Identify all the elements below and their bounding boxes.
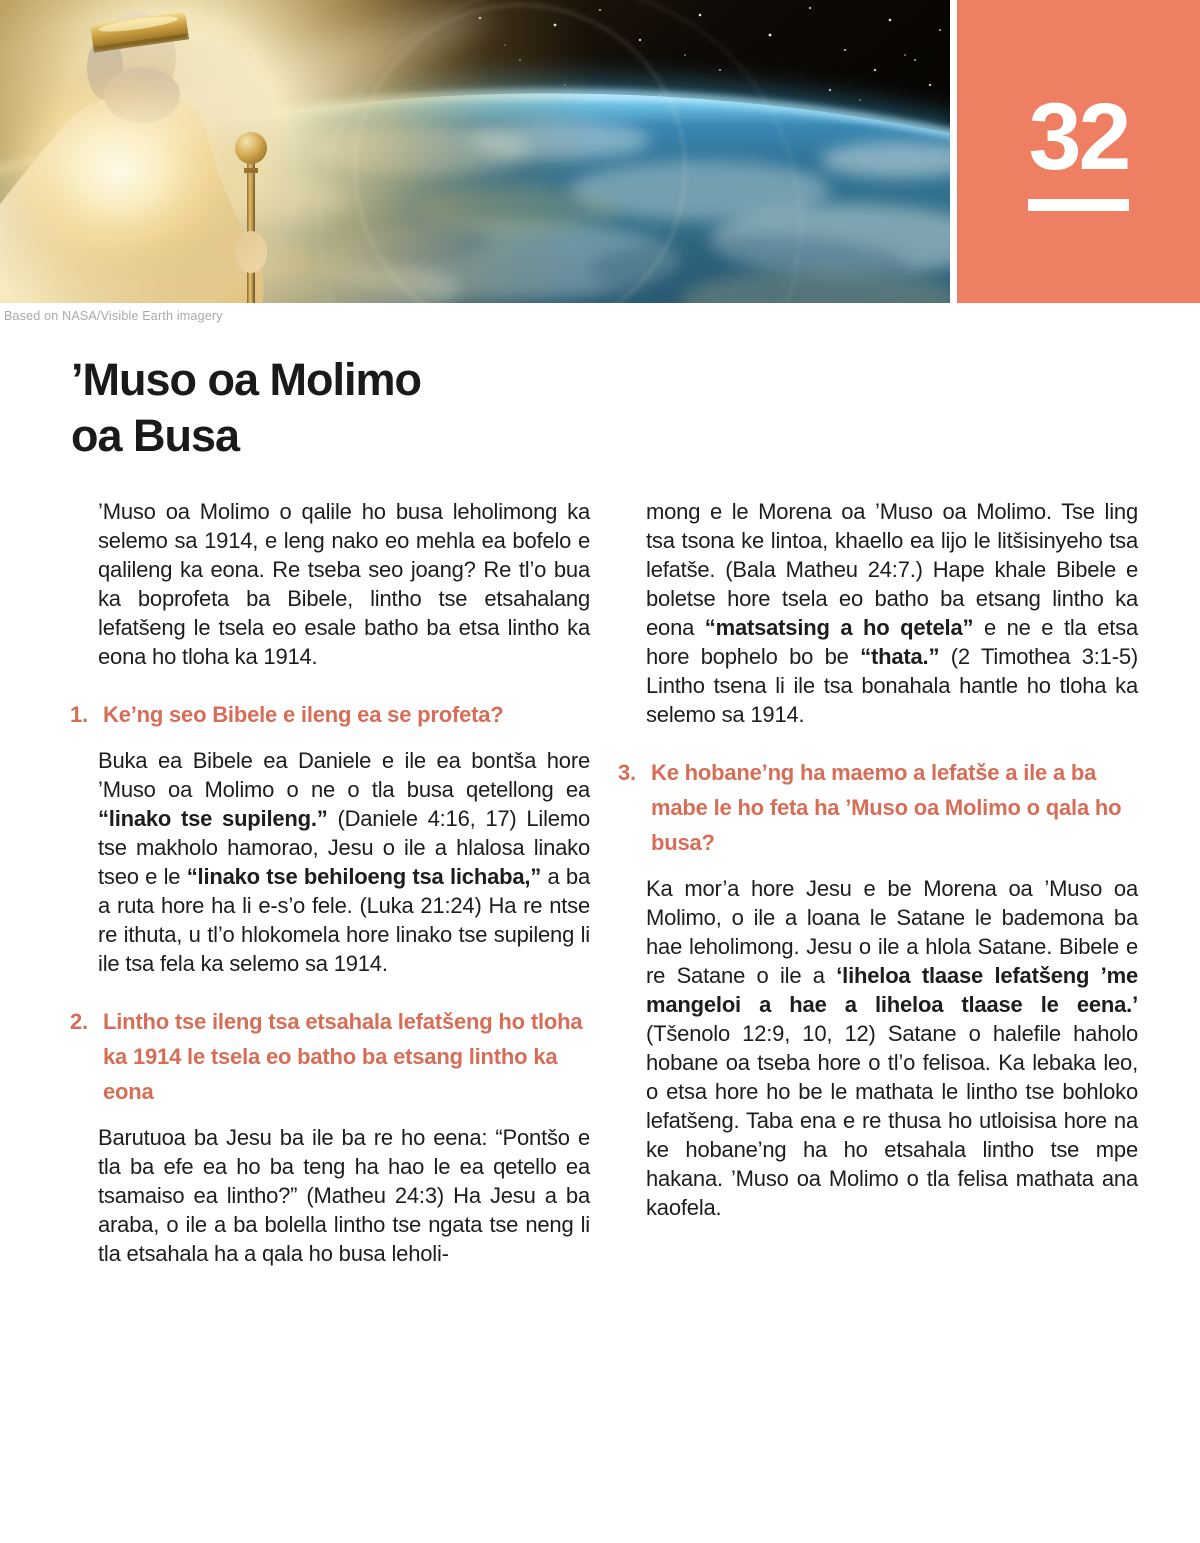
- section-number: 2.: [70, 1009, 88, 1034]
- hero-header: [0, 0, 1200, 303]
- section-heading: [618, 755, 1138, 860]
- paragraph: [98, 746, 590, 978]
- text-run: Buka ea Bibele ea Daniele e ile ea bontša hore ’Muso oa Molimo o ne o tla busa qetellong ea: [98, 748, 590, 802]
- page-title-line1: ’Muso oa Molimo: [71, 354, 421, 405]
- text-run: (Tšenolo 12:9, 10, 12) Satane o halefile haholo hobane oa tseba hore o tl’o felisoa. Ka lebaka leo, o etsa hore ho be le mathata le lintho tse bohloko lefatšeng. Taba ena e re thusa ho utloisisa hore na ke hobane’ng ha ho etsahala lintho tse mpe hakana. ’Muso oa Molimo o tla felisa mathata ana kaofela.: [646, 1021, 1138, 1220]
- bold-scripture-phrase: “matsatsing a ho qetela”: [704, 615, 974, 640]
- text-run: (2 Timothea 3:1-5) Lintho tsena li ile tsa bonahala hantle ho tloha ka selemo sa 1914.: [646, 644, 1138, 727]
- bold-scripture-phrase: “linako tse behiloeng tsa lichaba,”: [186, 864, 542, 889]
- section-number: 3.: [618, 760, 636, 785]
- section-heading: [70, 1004, 590, 1109]
- section-number: 1.: [70, 702, 88, 727]
- text-run: Barutuoa ba Jesu ba ile ba re ho eena: “Pontšo e tla ba efe ea ho ba teng ha hao le ea qetello ea tsamaiso ea lintho?” (Matheu 24:3) Ha Jesu a ba araba, o ile a ba bolella lintho tse ngata tse neng li tla etsahala ha a qala ho busa leholi-: [98, 1125, 590, 1266]
- bold-scripture-phrase: “linako tse supileng.”: [98, 806, 328, 831]
- page-title: [71, 352, 421, 464]
- bold-scripture-phrase: “thata.”: [860, 644, 940, 669]
- section-heading-text: Ke hobane’ng ha maemo a lefatše a ile a ba mabe le ho feta ha ’Muso oa Molimo o qala ho busa?: [651, 760, 1122, 855]
- content-columns: [70, 497, 1138, 1288]
- column-left: [70, 497, 590, 1288]
- text-run: e ne e tla etsa hore bophelo bo be: [646, 615, 1139, 669]
- text-run: ’Muso oa Molimo o qalile ho busa leholimong ka selemo sa 1914, e leng nako eo mehla ea bofelo e qalileng ka eona. Re tseba seo joang? Re tl’o bua ka boprofeta ba Bibele, lintho tse etsahalang lefatšeng le tsela eo esale batho ba etsa lintho ka eona ho tloha ka 1914.: [98, 499, 590, 669]
- hero-photo: [0, 0, 950, 303]
- column-right: [618, 497, 1138, 1288]
- text-run: (Daniele 4:16, 17) Lilemo tse makholo hamorao, Jesu o ile a hlalosa linako tseo e le: [98, 806, 591, 889]
- section-heading-text: Ke’ng seo Bibele e ileng ea se profeta?: [103, 702, 504, 727]
- text-run: Ka mor’a hore Jesu e be Morena oa ’Muso oa Molimo, o ile a loana le Satane le bademona ba hae leholimong. Jesu o ile a hlola Satane. Bibele e re Satane o ile a: [646, 876, 1138, 988]
- paragraph: [646, 874, 1138, 1222]
- section-heading: [70, 697, 590, 732]
- section-heading-text: Lintho tse ileng tsa etsahala lefatšeng ho tloha ka 1914 le tsela eo batho ba etsang lintho ka eona: [103, 1009, 583, 1104]
- text-run: a ba a ruta hore ha li e-s’o fele. (Luka 21:24) Ha re ntse re ithuta, u tl’o hlokomela hore linako tse supileng li ile tsa fela ka selemo sa 1914.: [98, 864, 590, 976]
- bold-scripture-phrase: ‘liheloa tlaase lefatšeng ’me mangeloi a hae a liheloa tlaase le eena.’: [646, 963, 1138, 1017]
- paragraph: [98, 497, 590, 671]
- lesson-number: 32: [1028, 84, 1129, 191]
- paragraph: [98, 1123, 590, 1268]
- image-credit-caption: Based on NASA/Visible Earth imagery: [4, 309, 223, 323]
- king-jesus-overlooking-earth-illustration: [0, 0, 950, 303]
- lesson-number-badge: [957, 0, 1200, 303]
- text-run: mong e le Morena oa ’Muso oa Molimo. Tse ling tsa tsona ke lintoa, khaello ea lijo le litšisinyeho tsa lefatše. (Bala Matheu 24:7.) Hape khale Bibele e boletse hore tsela eo batho ba etsang lintho ka eona: [646, 499, 1138, 640]
- page-title-line2: oa Busa: [71, 409, 240, 461]
- lesson-number-underline: [1028, 199, 1129, 211]
- paragraph: [646, 497, 1138, 729]
